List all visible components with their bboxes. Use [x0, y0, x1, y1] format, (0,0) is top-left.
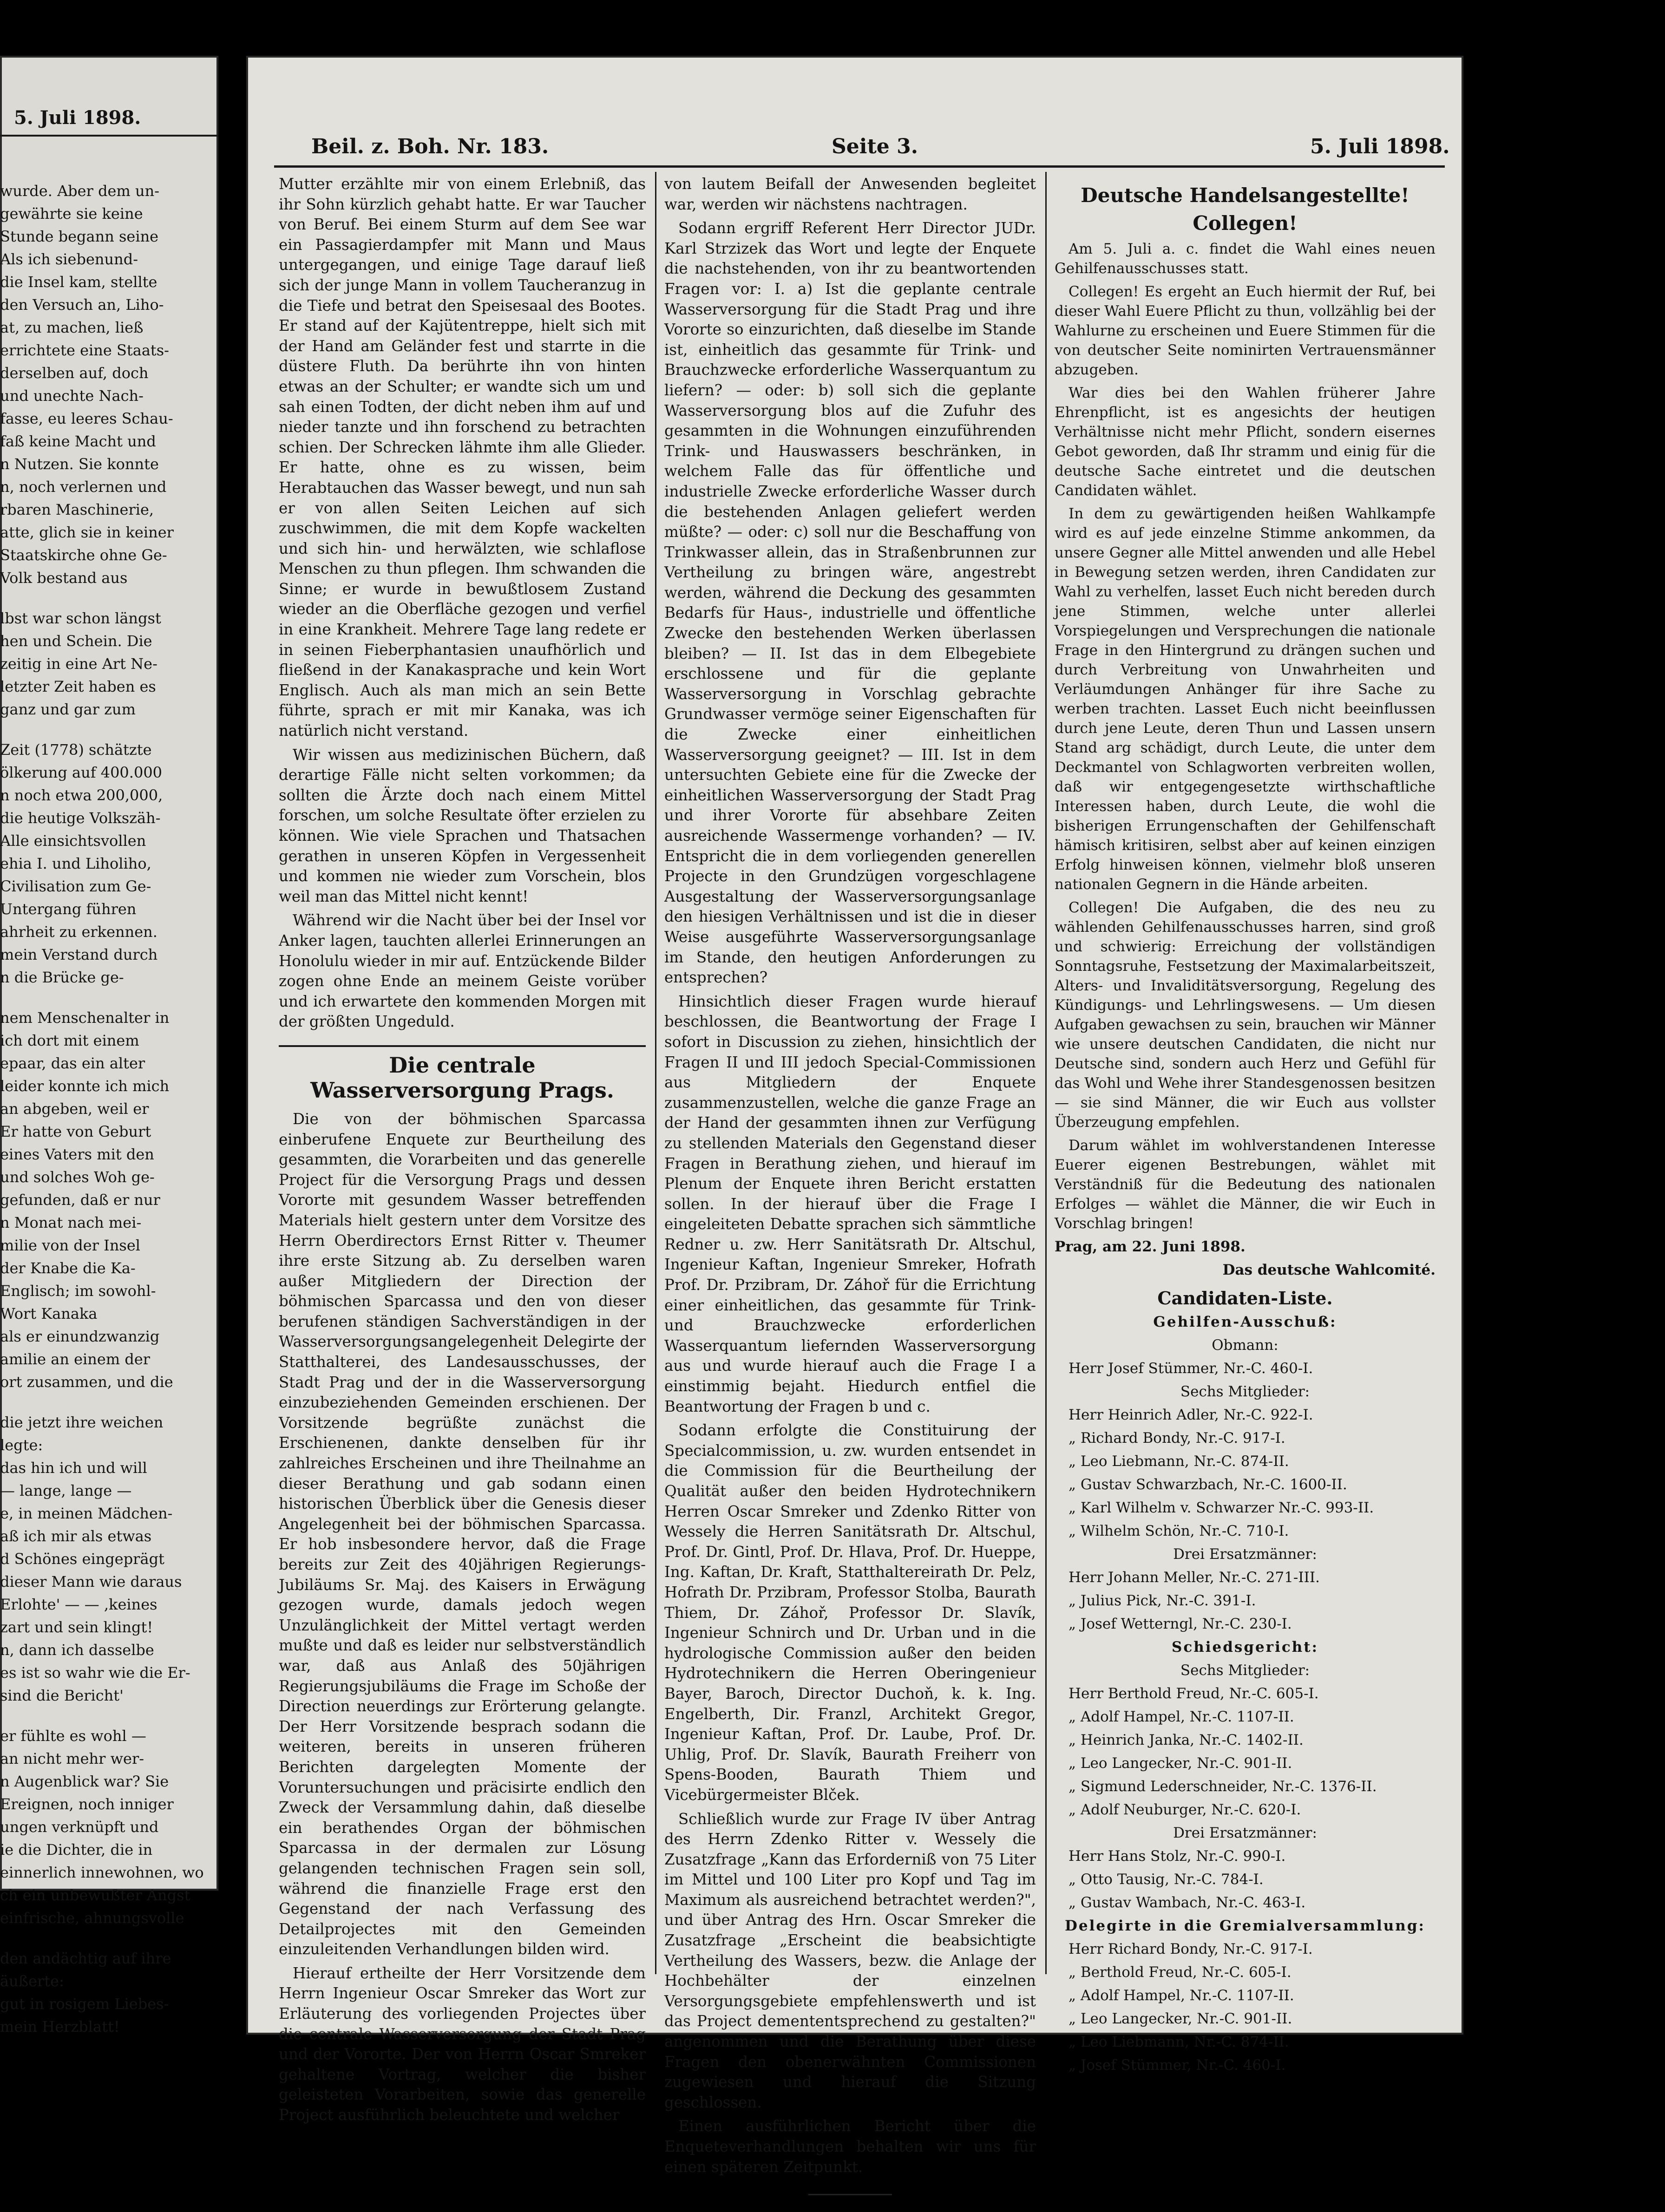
column-2: [664, 174, 1036, 2212]
left-page-line: Stunde begann seine: [0, 228, 159, 245]
left-page-gap: [0, 990, 177, 1008]
left-page-column: [0, 181, 204, 2035]
left-page-line: Staatskirche ohne Ge-: [0, 546, 167, 564]
left-page-line: Er hatte von Geburt: [0, 1123, 151, 1140]
left-page-line: zart und sein klingt!: [0, 1618, 153, 1636]
left-page-line: an nicht mehr wer-: [0, 1750, 144, 1767]
left-page-line: sind die Bericht': [0, 1687, 124, 1704]
left-page-gap: [0, 722, 177, 740]
candidate-line: „ Josef Stümmer, Nr.-C. 460-I.: [1068, 2057, 1286, 2074]
left-page-line: und unechte Nach-: [0, 387, 144, 405]
candidate-line: „ Heinrich Janka, Nr.-C. 1402-II.: [1068, 1732, 1304, 1748]
left-page-gap: [0, 1708, 177, 1726]
ad-paragraph: War dies bei den Wahlen früherer Jahre Ehrenpflicht, ist es angesichts der heutigen Verhältnisse nicht mehr Pflicht, sondern eisernes Gebot geworden, daß Ihr stramm und einig für die deutsche Sache eintretet und die deutschen Candidaten wählet.: [1055, 385, 1436, 499]
left-page-line: mein Herzblatt!: [0, 2018, 120, 2035]
candidate-line: „ Otto Tausig, Nr.-C. 784-I.: [1068, 1871, 1264, 1888]
candidate-line: Herr Hans Stolz, Nr.-C. 990-I.: [1068, 1848, 1286, 1865]
signature-place: Prag, am 22. Juni 1898.: [1055, 1238, 1245, 1255]
arbitration-members-list: [1055, 1684, 1436, 1819]
candidate-line: Herr Richard Bondy, Nr.-C. 917-I.: [1068, 1941, 1313, 1957]
left-page-line: eines Vaters mit den: [0, 1145, 154, 1163]
left-page-line: e, in meinen Mädchen-: [0, 1505, 173, 1522]
left-page-line: ehia I. und Liholiho,: [0, 855, 151, 872]
article-separator: [279, 1045, 646, 1047]
candidate-line: Herr Heinrich Adler, Nr.-C. 922-I.: [1068, 1407, 1313, 1423]
left-page-line: errichtete eine Staats-: [0, 341, 169, 359]
left-page-date: 5. Juli 1898.: [14, 107, 141, 129]
ad-paragraph: Darum wählet im wohlverstandenen Interesse Euerer eigenen Bestrebungen, wählet mit Verständniß für die Bedeutung des nationalen Erfolges — wählet die Männer, die wir Euch in Vorschlag bringen!: [1055, 1137, 1436, 1232]
arbitration-members-label: Sechs Mitglieder:: [1180, 1662, 1310, 1679]
candidate-line: „ Adolf Neuburger, Nr.-C. 620-I.: [1068, 1801, 1301, 1818]
page-header-page-number: Seite 3.: [832, 135, 918, 158]
left-page-line: Englisch; im sowohl-: [0, 1282, 156, 1300]
article-title: Die centrale Wasserversorgung Prags.: [310, 1052, 614, 1103]
left-page-line: n, noch verlernen und: [0, 478, 167, 496]
candidate-line: Herr Josef Stümmer, Nr.-C. 460-I.: [1068, 1360, 1313, 1377]
left-page-line: dieser Mann wie daraus: [0, 1573, 182, 1590]
article-paragraph: Sodann erfolgte die Constituirung der Specialcommission, u. zw. wurden entsendet in die Commission für die Beurtheilung der Qualität außer den beiden Hydrotechnikern Herren Oscar Smreker und Zdenko Ritter von Wessely die Herren Sanitätsrath Dr. Altschul, Prof. Dr. Gintl, Prof. Dr. Hlava, Prof. Dr. Hueppe, Ing. Kaftan, Dr. Kraft, Statthaltereirath Dr. Pelz, Hofrath Dr. Przibram, Professor Stolba, Baurath Thiem, Dr. Záhoř, Professor Dr. Slavík, Ingenieur Schnirch und Dr. Urban und in die hydrologische Commission außer den beiden Hydrotechnikern die Herren Oberingenieur Bayer, Baroch, Director Duchoň, k. k. Ing. Engelberth, Dir. Franzl, Architekt Gregor, Ingenieur Kaftan, Prof. Dr. Laube, Prof. Dr. Uhlig, Prof. Dr. Slavík, Baurath Freiherr von Spens-Booden, Baurath Thiem und Vicebürgermeister Blček.: [664, 1421, 1036, 1804]
left-page-line: zeitig in eine Art Ne-: [0, 655, 157, 673]
candidate-line: „ Adolf Hampel, Nr.-C. 1107-II.: [1068, 1987, 1294, 2004]
left-page-line: — lange, lange —: [0, 1482, 132, 1499]
left-page-gap: [0, 591, 177, 609]
candidate-list-title: Candidaten-Liste.: [1157, 1288, 1333, 1309]
left-page-line: Wort Kanaka: [0, 1305, 98, 1322]
left-page-line: ie die Dichter, die in: [0, 1841, 153, 1859]
left-page-line: als er einundzwanzig: [0, 1328, 160, 1345]
adjacent-page-left: [0, 56, 218, 2035]
left-page-line: das hin ich und will: [0, 1459, 147, 1477]
left-page-line: ort zusammen, und die: [0, 1373, 173, 1391]
article-paragraph: von lautem Beifall der Anwesenden begleitet war, werden wir nächstens nachtragen.: [664, 175, 1036, 213]
left-page-line: faß keine Macht und: [0, 432, 156, 450]
left-page-line: Untergang führen: [0, 900, 137, 918]
left-page-line: at, zu machen, ließ: [0, 319, 144, 336]
end-rule: [808, 2194, 892, 2195]
left-page-line: legte:: [0, 1436, 43, 1454]
candidate-line: „ Gustav Wambach, Nr.-C. 463-I.: [1068, 1894, 1306, 1911]
candidate-line: „ Leo Liebmann, Nr.-C. 874-II.: [1068, 1453, 1289, 1470]
substitutes-list: [1055, 1568, 1436, 1634]
left-page-line: gefunden, daß er nur: [0, 1191, 160, 1209]
delegates-list: [1055, 1939, 1436, 2075]
left-page-line: ölkerung auf 400.000: [0, 764, 163, 781]
left-page-line: leider konnte ich mich: [0, 1077, 170, 1095]
left-page-line: letzter Zeit haben es: [0, 678, 156, 695]
left-page-line: epaar, das ein alter: [0, 1054, 145, 1072]
left-page-line: und solches Woh ge-: [0, 1168, 155, 1186]
left-page-line: einfrische, ahnungsvolle: [0, 1909, 184, 1927]
left-page-line: den andächtig auf ihre: [0, 1950, 171, 1967]
left-page-line: wurde. Aber dem un-: [0, 182, 160, 200]
left-page-line: d Schönes eingeprägt: [0, 1550, 164, 1568]
left-page-line: ungen verknüpft und: [0, 1818, 159, 1836]
left-page-line: Zeit (1778) schätzte: [0, 741, 152, 759]
newspaper-page: [246, 56, 1463, 2176]
left-page-line: ch ein unbewußter Angst: [0, 1886, 190, 1904]
left-page-line: mein Verstand durch: [0, 946, 158, 963]
candidate-line: „ Leo Liebmann, Nr.-C. 874-II.: [1068, 2034, 1289, 2050]
left-page-line: amilie an einem der: [0, 1350, 151, 1368]
left-page-line: gut in rosigem Liebes-: [0, 1995, 169, 2013]
left-page-line: derselben auf, doch: [0, 364, 149, 382]
left-page-line: er fühlte es wohl —: [0, 1727, 146, 1745]
left-page-line: an abgeben, weil er: [0, 1100, 149, 1118]
left-page-line: n die Brücke ge-: [0, 969, 124, 986]
left-page-line: ganz und gar zum: [0, 700, 136, 718]
candidate-line: „ Gustav Schwarzbach, Nr.-C. 1600-II.: [1068, 1476, 1347, 1493]
ad-paragraph: Collegen! Es ergeht an Euch hiermit der Ruf, bei dieser Wahl Euere Pflicht zu thun, vollzählig bei der Wahlurne zu erscheinen und Euere Stimmen für die von deutscher Seite nominirten Vertrauensmänner abzugeben.: [1055, 283, 1436, 378]
left-page-gap: [0, 1395, 177, 1413]
left-page-line: die jetzt ihre weichen: [0, 1414, 164, 1431]
left-page-line: Alle einsichtsvollen: [0, 832, 146, 850]
candidate-line: „ Julius Pick, Nr.-C. 391-I.: [1068, 1592, 1256, 1609]
ad-title: Deutsche Handelsangestellte!: [1081, 184, 1409, 207]
ad-paragraph: Collegen! Die Aufgaben, die des neu zu wählenden Gehilfenausschusses harren, sind groß und schwierig: Erreichung der vollständigen Sonntagsruhe, Festsetzung der Maximalarbeitszeit, Alters- und Invaliditätsversorgung, Regelung des Kündigungs- und Lehrlingswesens. — Um diesen Aufgaben gewachsen zu sein, brauchen wir Männer wie unsere deutschen Candidaten, die nicht nur Deutsche sind, sondern auch Herz und Gefühl für das Wohl und Wehe ihrer Standesgenossen besitzen — sie sind Männer, die wir Euch aus vollster Überzeugung empfehlen.: [1055, 899, 1436, 1131]
left-page-line: lbst war schon längst: [0, 609, 161, 627]
candidate-line: „ Berthold Freud, Nr.-C. 605-I.: [1068, 1964, 1291, 1981]
left-page-line: n noch etwa 200,000,: [0, 786, 163, 804]
left-page-line: n Nutzen. Sie konnte: [0, 455, 159, 473]
article-paragraph: Sodann ergriff Referent Herr Director JUDr. Karl Strzizek das Wort und legte der Enquete die nachstehenden, von ihr zu beantwortenden Fragen vor: I. a) Ist die geplante centrale Wasserversorgung für die Stadt Prag und ihre Vororte so einzurichten, daß dieselbe im Stande ist, einheitlich das gesammte für Trink- und Brauchzwecke erforderliche Wasserquantum zu liefern? — oder: b) soll sich die geplante Wasserversorgung blos auf die Zufuhr des gesammten in die Wohnungen einzuführenden Trink- und Hauswassers beschränken, in welchem Falle das für öffentliche und industrielle Zwecke erforderliche Wasser durch die bestehenden Anlagen geliefert werden müßte? — oder: c) soll nur die Beschaffung von Trinkwasser allein, das in Straßenbrunnen zur Vertheilung zu bringen wäre, angestrebt werden, während die Deckung des gesammten Bedarfs für Haus-, industrielle und öffentliche Zwecke den bestehenden Werken überlassen bleiben? — II. Ist das in dem Elbegebiete erschlossene und für die geplante Wasserversorgung in Vorschlag gebrachte Grundwasser vermöge seiner Eigenschaften für die Zwecke einer einheitlichen Wasserversorgung geeignet? — III. Ist in dem untersuchten Gebiete eine für die Zwecke der einheitlichen Wasserversorgung der Stadt Prag und ihrer Vororte für absehbare Zeiten ausreichende Wassermenge vorhanden? — IV. Entspricht die in dem vorliegenden generellen Projecte in den Grundzügen vorgeschlagene Ausgestaltung der Wasserversorgungsanlage den hiesigen Verhältnissen und ist die in dieser Weise ausgeführte Wasserversorgungsanlage im Stande, den heutigen Anforderungen zu entsprechen?: [664, 219, 1036, 987]
left-page-line: ich dort mit einem: [0, 1032, 139, 1049]
section-committee: Gehilfen-Ausschuß:: [1153, 1314, 1337, 1330]
left-page-line: die Insel kam, stellte: [0, 273, 157, 291]
left-header-rule: [0, 135, 218, 137]
left-page-line: Volk bestand aus: [0, 569, 128, 587]
ad-paragraph: Am 5. Juli a. c. findet die Wahl eines neuen Gehilfenausschusses statt.: [1055, 241, 1436, 277]
left-page-gap: [0, 1931, 177, 1949]
left-page-line: n Augenblick war? Sie: [0, 1773, 169, 1790]
left-page-line: hen und Schein. Die: [0, 632, 152, 650]
column-rule-1: [655, 172, 656, 1974]
left-page-line: ahrheit zu erkennen.: [0, 923, 157, 941]
obmann-label: Obmann:: [1212, 1337, 1278, 1354]
ad-paragraph: In dem zu gewärtigenden heißen Wahlkampfe wird es auf jede einzelne Stimme ankommen, da unsere Gegner alle Mittel anwenden und alle Hebel in Bewegung setzen werden, ihren Candidaten zur Wahl zu verhelfen, lasset Euch nicht bereden durch jene Stimmen, welche unter allerlei Vorspiegelungen und Versprechungen die nationale Frage in den Hintergrund zu drängen suchen und durch Verbreitung von Unwahrheiten und Verläumdungen Anhänger für ihre Sache zu werben trachten. Lasset Euch nicht beeinflussen durch jene Leute, deren Thun und Lassen unsern Stand arg schädigt, durch Leute, die unter dem Deckmantel von Schlagworten verbreiten wollen, daß wir entgegengesetzte wirthschaftliche Interessen haben, durch Leute, die wohl die bisherigen Errungenschaften der Gehilfenschaft hämisch kritisiren, selbst aber auf keinen einzigen Erfolg hinweisen können, vielmehr bloß unseren nationalen Gegnern in die Hände arbeiten.: [1055, 505, 1436, 893]
candidate-line: „ Wilhelm Schön, Nr.-C. 710-I.: [1068, 1523, 1289, 1539]
candidate-line: Herr Berthold Freud, Nr.-C. 605-I.: [1068, 1685, 1319, 1702]
section-delegates: Delegirte in die Gremialversammlung:: [1065, 1918, 1425, 1934]
members-label: Sechs Mitglieder:: [1180, 1383, 1310, 1400]
candidate-line: „ Adolf Hampel, Nr.-C. 1107-II.: [1068, 1708, 1294, 1725]
column-rule-2: [1045, 172, 1047, 1974]
page-header-issue: Beil. z. Boh. Nr. 183.: [311, 135, 549, 158]
left-page-line: atte, glich sie in keiner: [0, 524, 174, 541]
story-paragraph: Während wir die Nacht über bei der Insel vor Anker lagen, tauchten allerlei Erinnerungen an Honolulu wieder in mir auf. Entzückende Bilder zogen ohne Ende an meinem Geiste vorüber und ich erwartete den kommenden Morgen mit der größten Ungeduld.: [279, 911, 646, 1031]
left-page-line: gewährte sie keine: [0, 205, 143, 223]
article-paragraph: Hierauf ertheilte der Herr Vorsitzende dem Herrn Ingenieur Oscar Smreker das Wort zur Erläuterung des vorliegenden Projectes über die centrale Wasserversorgung der Stadt Prag und der Vororte. Der von Herrn Oscar Smreker gehaltene Vortrag, welcher die bisher geleisteten Vorarbeiten, sowie das generelle Project ausführlich beleuchtete und welcher: [279, 1964, 646, 2124]
left-page-line: Als ich siebenund-: [0, 250, 138, 268]
header-rule: [274, 165, 1445, 168]
article-paragraph: Hinsichtlich dieser Fragen wurde hierauf beschlossen, die Beantwortung der Frage I sofort in Discussion zu ziehen, hinsichtlich der Fragen II und III jedoch Special-Commissionen aus Mitgliedern der Enquete zusammenzustellen, welche die ganze Frage an der Hand der gesammten ihnen zur Verfügung zu stellenden Materials den Gegenstand dieser Fragen in Berathung ziehen, und hierauf im Plenum der Enquete ihren Bericht erstatten sollen. In der hierauf über die Frage I eingeleiteten Debatte sprachen sich sämmtliche Redner u. zw. Herr Sanitätsrath Dr. Altschul, Ingenieur Kaftan, Ingenieur Smreker, Hofrath Prof. Dr. Przibram, Dr. Záhoř für die Errichtung einer einheitlichen, das gesammte für Trink- und Brauchzwecke erforderlichen Wasserquantum liefernden Wasserversorgung aus und wurde hierauf auch die Frage I a einstimmig bejaht. Hiedurch entfiel die Beantwortung der Fragen b und c.: [664, 992, 1036, 1415]
substitutes-label: Drei Ersatzmänner:: [1173, 1546, 1317, 1563]
left-page-line: Civilisation zum Ge-: [0, 877, 151, 895]
left-page-line: es ist so wahr wie die Er-: [0, 1664, 190, 1682]
candidate-line: Herr Johann Meller, Nr.-C. 271-III.: [1068, 1569, 1320, 1586]
members-list: [1055, 1405, 1436, 1541]
column-3: [1055, 174, 1436, 2079]
candidate-line: „ Leo Langecker, Nr.-C. 901-II.: [1068, 2010, 1292, 2027]
section-arbitration: Schiedsgericht:: [1171, 1639, 1319, 1656]
arbitration-substitutes-label: Drei Ersatzmänner:: [1173, 1825, 1317, 1841]
left-page-line: einnerlich innewohnen, wo: [0, 1864, 204, 1881]
left-page-line: rbaren Maschinerie,: [0, 501, 154, 518]
left-page-line: äußerte:: [0, 1972, 64, 1990]
left-page-line: den Versuch an, Liho-: [0, 296, 164, 314]
left-page-line: n, dann ich dasselbe: [0, 1641, 154, 1659]
left-page-line: die heutige Volkszäh-: [0, 809, 161, 827]
candidate-line: „ Sigmund Lederschneider, Nr.-C. 1376-II.: [1068, 1778, 1377, 1795]
left-page-line: nem Menschenalter in: [0, 1009, 170, 1027]
left-page-line: fasse, eu leeres Schau-: [0, 410, 173, 427]
story-paragraph: Mutter erzählte mir von einem Erlebniß, das ihr Sohn kürzlich gehabt hatte. Er war Taucher von Beruf. Bei einem Sturm auf dem See war ein Passagierdampfer mit Mann und Maus untergegangen, und einige Tage darauf ließ sich der junge Mann in vollem Taucheranzug in die Tiefe und betrat den Speisesaal des Bootes. Er stand auf der Kajütentreppe, hielt sich mit der Hand am Geländer fest und starrte in die düstere Fluth. Da berührte ihn von hinten etwas an der Schulter; er wandte sich um und sah einen Todten, der dicht neben ihm auf und nieder tanzte und ihn forschend zu betrachten schien. Der Schrecken lähmte ihm alle Glieder. Er hatte, ohne es zu wissen, beim Herabtauchen das Wasser bewegt, und nun sah er von allen Seiten Leichen auf sich zuschwimmen, die mit dem Kopfe wackelten und sich hin- und herwälzten, wie schlaflose Menschen zu thun pflegen. Ihm schwanden die Sinne; er wurde in bewußtlosem Zustand wieder an die Oberfläche gezogen und verfiel in eine Krankheit. Mehrere Tage lang redete er in seinen Fieberphantasien unaufhörlich und fließend in der Kanakasprache und kein Wort Englisch. Auch als man mich an sein Bette führte, sprach er mit mir Kanaka, was ich natürlich nicht verstand.: [279, 175, 646, 740]
story-paragraph: Wir wissen aus medizinischen Büchern, daß derartige Fälle nicht selten vorkommen; da sollten die Ärzte doch nach einem Mittel forschen, um solche Resultate öfter erzielen zu können. Wie viele Sprachen und Thatsachen gerathen in unseren Köpfen in Vergessenheit und kommen nie wieder zum Vorschein, blos weil man das Mittel nicht kennt!: [279, 746, 646, 905]
candidate-line: „ Karl Wilhelm v. Schwarzer Nr.-C. 993-II.: [1068, 1499, 1374, 1516]
left-page-line: n Monat nach mei-: [0, 1214, 142, 1231]
column-1: [279, 174, 646, 2129]
ad-subtitle: Collegen!: [1193, 212, 1298, 235]
candidate-line: „ Josef Wetterngl, Nr.-C. 230-I.: [1068, 1616, 1292, 1632]
page-header-date: 5. Juli 1898.: [1310, 135, 1450, 158]
left-page-line: milie von der Insel: [0, 1237, 141, 1254]
candidate-line: „ Richard Bondy, Nr.-C. 917-I.: [1068, 1430, 1285, 1446]
article-paragraph: Die von der böhmischen Sparcassa einberufene Enquete zur Beurtheilung des gesammten, die Vorarbeiten und das generelle Project für die Versorgung Prags und dessen Vororte mit gesundem Wasser betreffenden Materials hielt gestern unter dem Vorsitze des Herrn Oberdirectors Ernst Ritter v. Theumer ihre erste Sitzung ab. Zu derselben waren außer Mitgliedern der Direction der böhmischen Sparcassa und den von dieser berufenen ständigen Sachverständigen in der Wasserversorgungsangelegenheit Delegirte der Statthalterei, des Landesausschusses, der Stadt Prag und der in die Wasserversorgung einzubeziehenden Gemeinden erschienen. Der Vorsitzende begrüßte zunächst die Erschienenen, dankte denselben für ihr zahlreiches Erscheinen und ihre Theilnahme an dieser Berathung und gab sodann einen historischen Überblick über die Genesis dieser Angelegenheit bei der böhmischen Sparcassa. Er hob insbesondere hervor, daß die Frage bereits zur Zeit des 40jährigen Regierungs-Jubiläums Sr. Maj. des Kaisers in Erwägung gezogen wurde, damals jedoch wegen Unzulänglichkeit der Mittel vertagt werden mußte und daß es leider nur selbstverständlich war, daß aus Anlaß des 50jährigen Regierungsjubiläums die Frage im Schoße der Direction neuerdings zur Erörterung gelangte. Der Herr Vorsitzende besprach sodann die weiteren, bereits in unseren früheren Berichten dargelegten Momente der Voruntersuchungen und präcisirte endlich den Zweck der Versammlung dahin, daß dieselbe ein berathendes Organ der böhmischen Sparcassa in der dermalen zur Lösung gelangenden technischen Fragen sein soll, während die finanzielle Frage erst den Gegenstand der nach Verfassung des Detailprojectes mit den Gemeinden einzuleitenden Verhandlungen bilden wird.: [279, 1110, 646, 1958]
left-page-line: Ereignen, noch inniger: [0, 1795, 174, 1813]
article-paragraph: Einen ausführlichen Bericht über die Enqueteverhandlungen behalten wir uns für einen späteren Zeitpunkt.: [664, 2117, 1036, 2176]
arbitration-substitutes-list: [1055, 1846, 1436, 1912]
left-page-line: der Knabe die Ka-: [0, 1259, 136, 1277]
candidate-line: „ Leo Langecker, Nr.-C. 901-II.: [1068, 1755, 1292, 1772]
article-paragraph: Schließlich wurde zur Frage IV über Antrag des Herrn Zdenko Ritter v. Wessely die Zusatzfrage „Kann das Erforderniß von 75 Liter im Mittel und 100 Liter pro Kopf und Tag im Maximum als ausreichend betrachtet werden?", und über Antrag des Hrn. Oscar Smreker die Zusatzfrage „Erscheint die beabsichtigte Vertheilung des Wassers, bezw. die Anlage der Hochbehälter der einzelnen Versorgungsgebiete empfehlenswerth und ist das Project demententsprechend zu gestalten?" angenommen und die Berathung über diese Fragen den obenerwähnten Commissionen zugewiesen und hierauf die Sitzung geschlossen.: [664, 1810, 1036, 2111]
signature: Das deutsche Wahlcomité.: [1222, 1262, 1436, 1278]
left-page-line: aß ich mir als etwas: [0, 1527, 152, 1545]
left-page-line: Erlohte' — — ,keines: [0, 1596, 157, 1613]
